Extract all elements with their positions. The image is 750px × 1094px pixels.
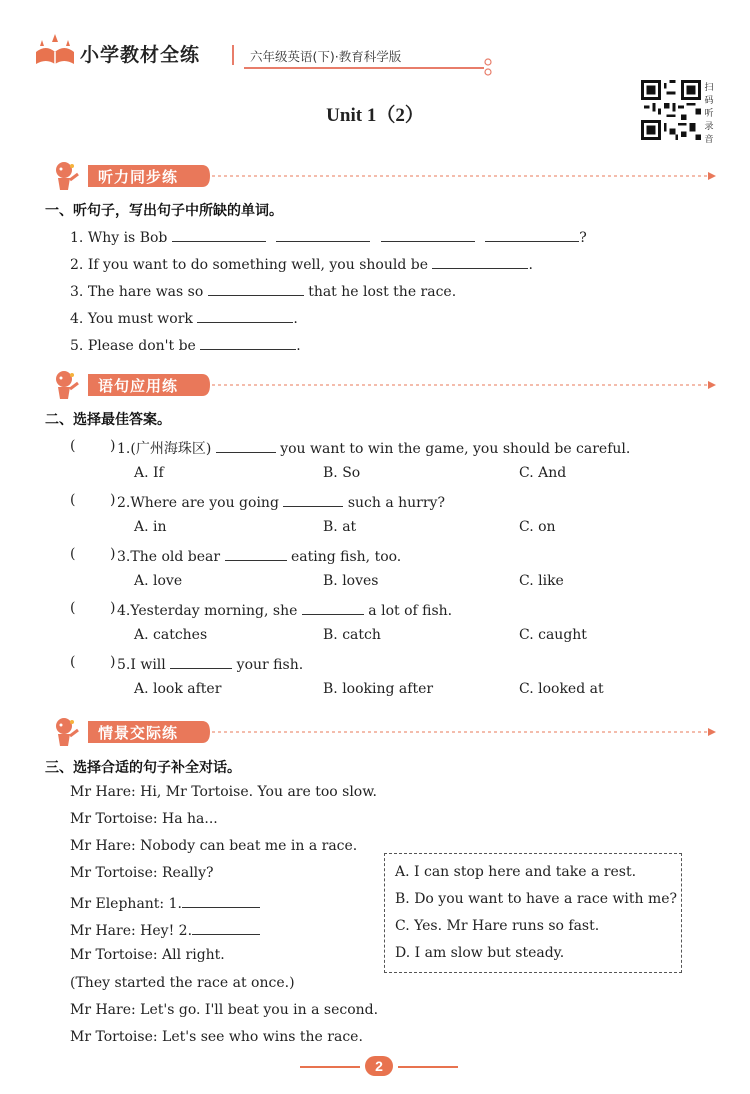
dialogue-line: Mr Hare: Hey! 2.: [70, 920, 260, 939]
option-b[interactable]: B. So: [323, 465, 361, 481]
list-item: 2. If you want to do something well, you should be .: [70, 254, 533, 273]
answer-blank[interactable]: [192, 920, 260, 935]
situation-banner: [40, 716, 720, 748]
list-item: 4. You must work .: [70, 308, 298, 327]
situation-banner-label: 情景交际练: [98, 724, 179, 742]
footer-line-right: [398, 1066, 458, 1068]
option-c[interactable]: C. looked at: [519, 681, 604, 697]
sentence-banner-label: 语句应用练: [98, 377, 179, 395]
dialogue-line: Mr Tortoise: Really?: [70, 865, 214, 881]
answer-choices-box: [384, 853, 682, 973]
mascot-icon: [44, 369, 84, 401]
sentence-heading: 二、选择最佳答案。: [45, 412, 171, 428]
dialogue-line: Mr Hare: Let's go. I'll beat you in a second.: [70, 1002, 379, 1018]
answer-blank[interactable]: [170, 654, 232, 669]
option-a[interactable]: A. in: [134, 519, 167, 535]
dialogue-line: (They started the race at once.): [70, 975, 295, 991]
page-title: Unit 1（2）: [326, 105, 424, 126]
option-b[interactable]: B. loves: [323, 573, 379, 589]
list-item: 1. Why is Bob ?: [70, 227, 587, 246]
option-a[interactable]: A. look after: [134, 681, 222, 697]
option-b[interactable]: B. at: [323, 519, 357, 535]
option-c[interactable]: C. on: [519, 519, 556, 535]
situation-heading: 三、选择合适的句子补全对话。: [45, 760, 241, 776]
option-a[interactable]: A. love: [134, 573, 183, 589]
header-underline: [244, 67, 484, 69]
book-subtitle: 六年级英语(下)·教育科学版: [250, 49, 402, 64]
qr-code-icon[interactable]: [641, 80, 701, 140]
qr-caption: 扫码听录音: [704, 83, 714, 145]
listening-heading: 一、听句子，写出句子中所缺的单词。: [45, 203, 283, 219]
answer-blank[interactable]: [225, 546, 287, 561]
mascot-icon: [44, 716, 84, 748]
listening-banner: [40, 160, 720, 192]
answer-blank[interactable]: [432, 254, 528, 269]
answer-blank[interactable]: [485, 227, 579, 242]
answer-blank[interactable]: [283, 492, 343, 507]
answer-blank[interactable]: [208, 281, 304, 296]
list-item: 5. Please don't be .: [70, 335, 301, 354]
dialogue-line: Mr Tortoise: Ha ha...: [70, 811, 218, 827]
option-a[interactable]: A. catches: [134, 627, 208, 643]
option-c[interactable]: C. caught: [519, 627, 587, 643]
header-divider: [232, 45, 234, 65]
answer-blank[interactable]: [172, 227, 266, 242]
answer-blank[interactable]: [182, 893, 260, 908]
answer-choice-b[interactable]: B. Do you want to have a race with me?: [395, 891, 678, 907]
option-b[interactable]: B. catch: [323, 627, 381, 643]
book-icon: [30, 30, 80, 70]
listening-banner-label: 听力同步练: [98, 168, 179, 186]
answer-blank[interactable]: [276, 227, 370, 242]
answer-blank[interactable]: [216, 438, 276, 453]
answer-blank[interactable]: [302, 600, 364, 615]
answer-blank[interactable]: [197, 308, 293, 323]
answer-choice-d[interactable]: D. I am slow but steady.: [395, 945, 565, 961]
answer-blank[interactable]: [381, 227, 475, 242]
option-c[interactable]: C. And: [519, 465, 567, 481]
dialogue-line: Mr Hare: Hi, Mr Tortoise. You are too slow.: [70, 784, 378, 800]
header-ornament-icon: [484, 58, 494, 78]
option-a[interactable]: A. If: [134, 465, 164, 481]
dialogue-line: Mr Hare: Nobody can beat me in a race.: [70, 838, 358, 854]
dialogue-line: Mr Tortoise: All right.: [70, 947, 225, 963]
dialogue-line: Mr Elephant: 1.: [70, 893, 260, 912]
mascot-icon: [44, 160, 84, 192]
answer-choice-c[interactable]: C. Yes. Mr Hare runs so fast.: [395, 918, 600, 934]
dialogue-line: Mr Tortoise: Let's see who wins the race.: [70, 1029, 363, 1045]
page-number: 2: [365, 1056, 393, 1076]
option-b[interactable]: B. looking after: [323, 681, 434, 697]
answer-choice-a[interactable]: A. I can stop here and take a rest.: [395, 864, 637, 880]
list-item: 3. The hare was so that he lost the race.: [70, 281, 456, 300]
option-c[interactable]: C. like: [519, 573, 564, 589]
answer-blank[interactable]: [200, 335, 296, 350]
header-logo: [30, 30, 80, 70]
series-title: 小学教材全练: [80, 44, 201, 66]
footer-line-left: [300, 1066, 360, 1068]
sentence-banner: [40, 369, 720, 401]
